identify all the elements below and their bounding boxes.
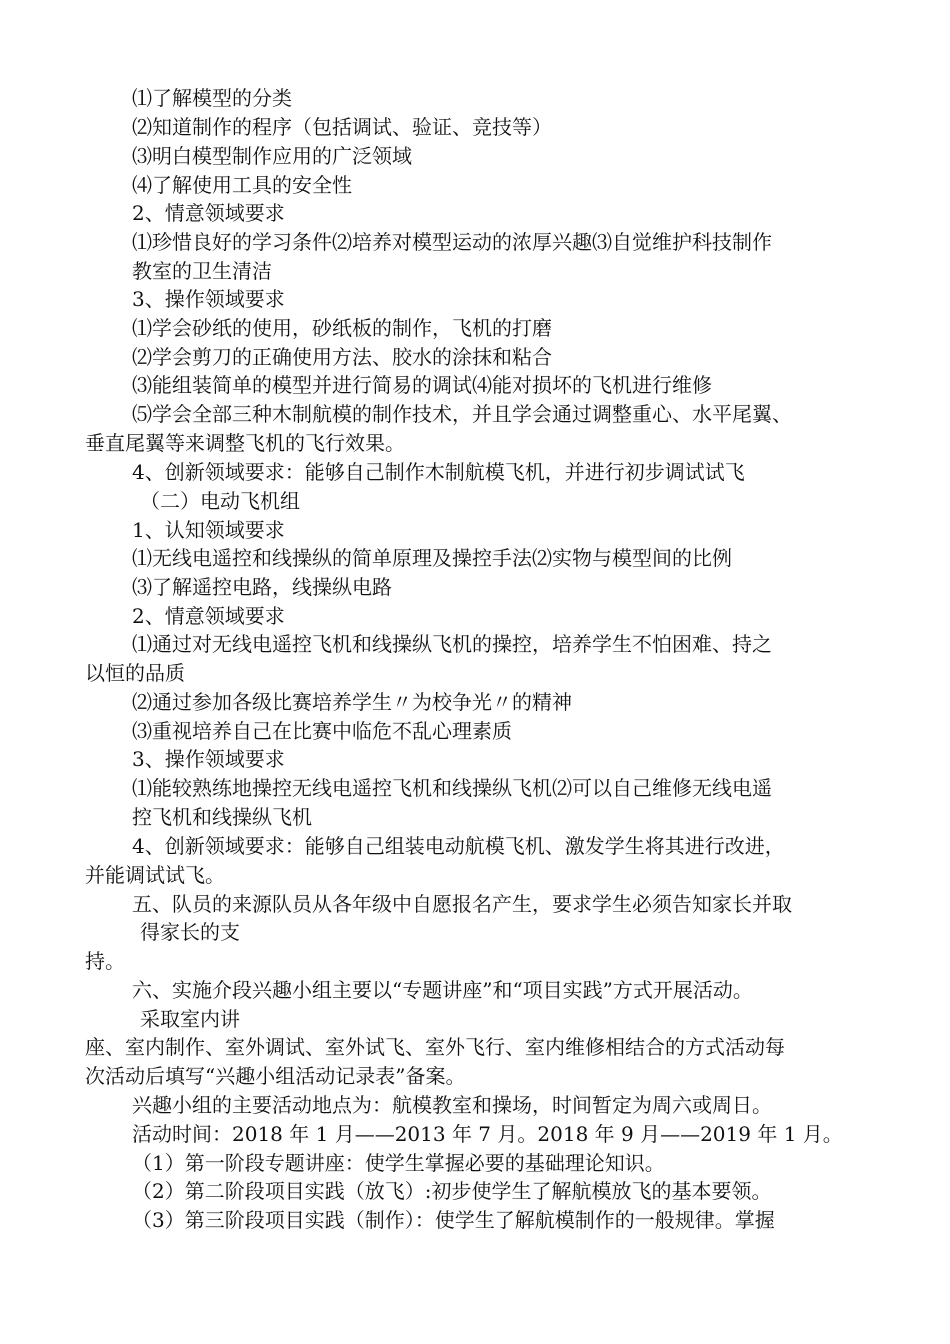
text-line: 持。 (85, 949, 125, 973)
text-line: 座、室内制作、室外调试、室外试飞、室外飞行、室内维修相结合的方式活动每 (85, 1035, 785, 1059)
text-line: ⑶明白模型制作应用的广泛领域 (132, 144, 412, 168)
text-line: 以恒的品质 (85, 661, 185, 685)
text-line: 并能调试试飞。 (85, 863, 225, 887)
text-line: 教室的卫生清洁 (132, 259, 272, 283)
section-heading: 3、操作领域要求 (132, 747, 285, 771)
text-line: ⑴珍惜良好的学习条件⑵培养对模型运动的浓厚兴趣⑶自觉维护科技制作 (132, 230, 772, 254)
text-line: 垂直尾翼等来调整飞机的飞行效果。 (85, 431, 405, 455)
text-line: ⑶重视培养自己在比赛中临危不乱心理素质 (132, 719, 512, 743)
text-line: （3）第三阶段项目实践（制作）：使学生了解航模制作的一般规律。掌握 (132, 1208, 775, 1232)
text-line: ⑸学会全部三种木制航模的制作技术，并且学会通过调整重心、水平尾翼、 (132, 402, 792, 426)
text-line: 控飞机和线操纵飞机 (132, 805, 312, 829)
subsection-heading: （二）电动飞机组 (140, 489, 300, 513)
section-heading: 2、情意领域要求 (132, 201, 285, 225)
text-line: ⑵学会剪刀的正确使用方法、胶水的涂抹和粘合 (132, 345, 552, 369)
text-line: 得家长的支 (140, 920, 240, 944)
text-line: ⑴了解模型的分类 (132, 86, 292, 110)
text-line: ⑶能组装简单的模型并进行简易的调试⑷能对损坏的飞机进行维修 (132, 373, 712, 397)
text-line: （1）第一阶段专题讲座：使学生掌握必要的基础理论知识。 (132, 1151, 665, 1175)
text-line: ⑶了解遥控电路，线操纵电路 (132, 575, 392, 599)
text-line: ⑴通过对无线电遥控飞机和线操纵飞机的操控，培养学生不怕困难、持之 (132, 632, 772, 656)
text-line: 采取室内讲 (140, 1007, 240, 1031)
section-heading: 1、认知领域要求 (132, 518, 285, 542)
text-line: ⑴学会砂纸的使用，砂纸板的制作，飞机的打磨 (132, 316, 552, 340)
text-line: ⑵通过参加各级比赛培养学生〃为校争光〃的精神 (132, 690, 572, 714)
text-line: ⑴能较熟练地操控无线电遥控飞机和线操纵飞机⑵可以自己维修无线电遥 (132, 776, 772, 800)
section-heading: 4、创新领域要求：能够自己组装电动航模飞机、激发学生将其进行改进， (132, 834, 785, 858)
section-heading: 六、实施介段兴趣小组主要以“专题讲座”和“项目实践”方式开展活动。 (132, 978, 753, 1002)
text-line: ⑷了解使用工具的安全性 (132, 173, 352, 197)
section-heading: 4、创新领域要求：能够自己制作木制航模飞机，并进行初步调试试飞 (132, 460, 745, 484)
text-line: 兴趣小组的主要活动地点为：航模教室和操场，时间暂定为周六或周日。 (132, 1093, 772, 1117)
section-heading: 2、情意领域要求 (132, 604, 285, 628)
text-line: （2）第二阶段项目实践（放飞）:初步使学生了解航模放飞的基本要领。 (132, 1179, 772, 1203)
text-line: 活动时间：2018 年 1 月——2013 年 7 月。2018 年 9 月——2019 年 1 月。 (132, 1122, 843, 1146)
section-heading: 五、队员的来源队员从各年级中自愿报名产生，要求学生必须告知家长并取 (132, 892, 792, 916)
section-heading: 3、操作领域要求 (132, 287, 285, 311)
text-line: 次活动后填写“兴趣小组活动记录表”备案。 (85, 1064, 466, 1088)
text-line: ⑴无线电遥控和线操纵的简单原理及操控手法⑵实物与模型间的比例 (132, 546, 732, 570)
text-line: ⑵知道制作的程序（包括调试、验证、竞技等） (132, 115, 552, 139)
